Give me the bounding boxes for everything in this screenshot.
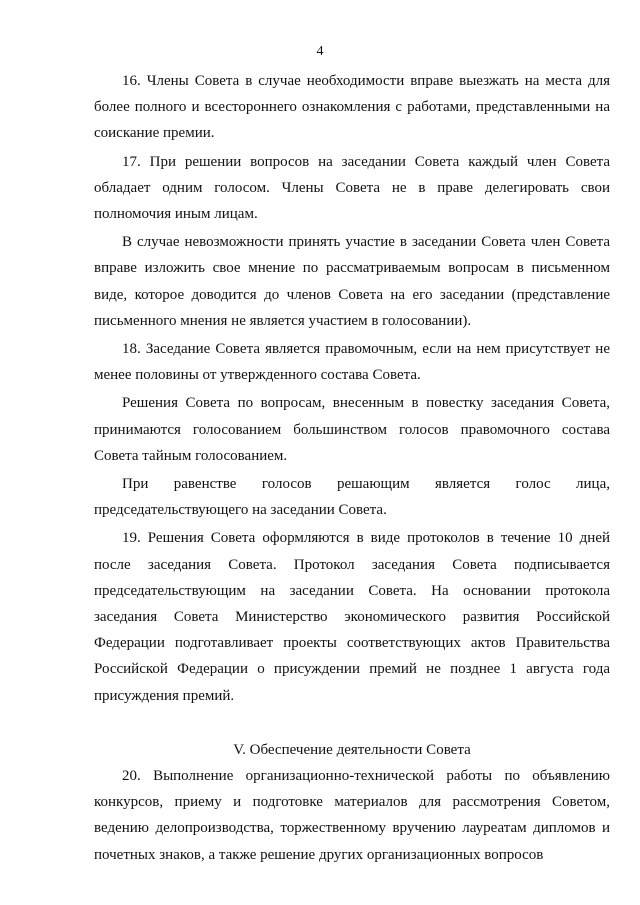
paragraph-19: 19. Решения Совета оформляются в виде протоколов в течение 10 дней после заседания Совета. Протокол заседания Совета подписывается председательствующим на заседании Совета. На основании протокола заседания Совета Министерство экономического развития Российской Федерации подготавливает проекты соответствующих актов Правительства Российской Федерации о присуждении премий не позднее 1 августа года присуждения премий. [94, 530, 610, 704]
page-number: 4 [316, 44, 324, 59]
paragraph-20: 20. Выполнение организационно-технической работы по объявлению конкурсов, приему и подготовке материалов для рассмотрения Советом, ведению делопроизводства, торжественному вручению лауреатам дипломов и почетных знаков, а также решение других организационных вопросов [94, 768, 610, 863]
section-heading: V. Обеспечение деятельности Совета [233, 741, 471, 758]
paragraph-17-continuation: В случае невозможности принять участие в заседании Совета член Совета вправе изложить свое мнение по рассматриваемым вопросам в письменном виде, которое доводится до членов Совета на его заседании (представление письменного мнения не является участием в голосовании). [94, 234, 610, 329]
paragraph-18-tie: При равенстве голосов решающим является голос лица, председательствующего на заседании Совета. [94, 476, 610, 519]
paragraph-17: 17. При решении вопросов на заседании Совета каждый член Совета обладает одним голосом. Члены Совета не в праве делегировать свои полномочия иным лицам. [94, 153, 610, 223]
paragraph-18: 18. Заседание Совета является правомочным, если на нем присутствует не менее половины от утвержденного состава Совета. [94, 341, 610, 384]
paragraph-16: 16. Члены Совета в случае необходимости вправе выезжать на места для более полного и всестороннего ознакомления с работами, представленными на соискание премии. [94, 73, 610, 142]
document-body [94, 68, 610, 868]
paragraph-18-decisions: Решения Совета по вопросам, внесенным в повестку заседания Совета, принимаются голосованием большинством голосов правомочного состава Совета тайным голосованием. [94, 395, 610, 464]
